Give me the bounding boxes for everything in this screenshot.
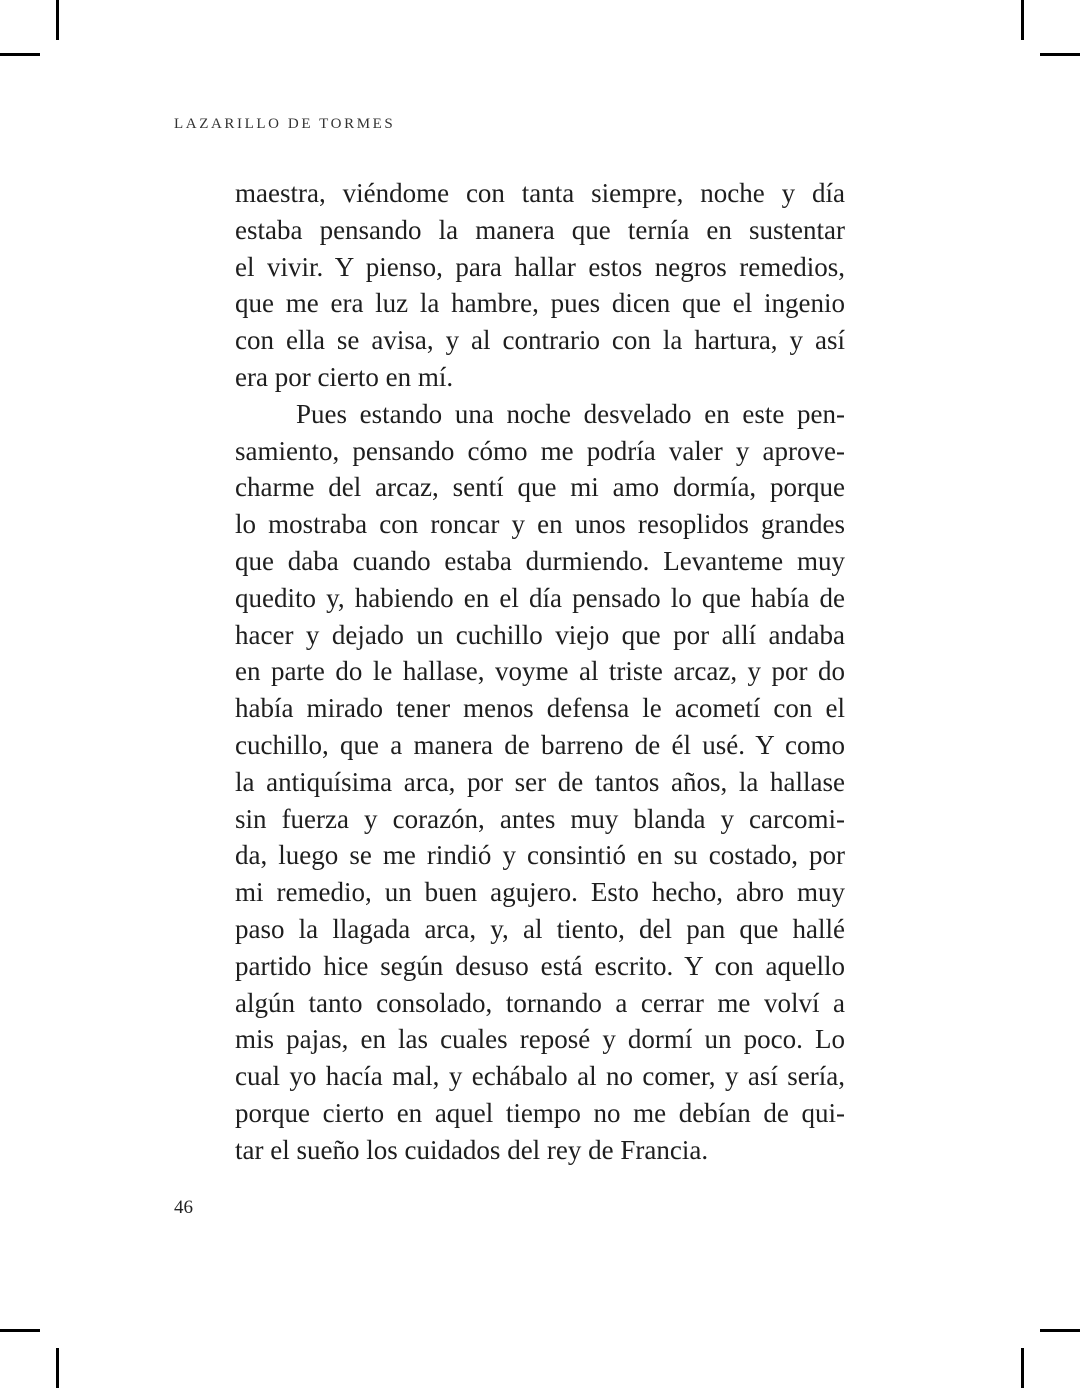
paragraph — [235, 175, 845, 396]
text-line: Pues estando una noche desvelado en este pen- — [296, 398, 845, 429]
text-line: quedito y, habiendo en el día pensado lo que había de — [235, 582, 845, 613]
text-line: estaba pensando la manera que ternía en sustentar — [235, 214, 845, 245]
text-line: maestra, viéndome con tanta siempre, noche y día — [235, 178, 845, 208]
text-line: cual yo hacía mal, y echábalo al no comer, y así sería, — [235, 1061, 845, 1092]
crop-mark-bottom-left-vertical — [56, 1348, 59, 1388]
crop-mark-top-right-vertical — [1021, 0, 1024, 40]
crop-mark-bottom-right-vertical — [1021, 1348, 1024, 1388]
text-line: cuchillo, que a manera de barreno de él usé. Y como — [235, 729, 845, 760]
text-line: había mirado tener menos defensa le acometí con el — [235, 693, 845, 724]
text-line: sin fuerza y corazón, antes muy blanda y carcomi- — [235, 803, 845, 834]
crop-mark-top-left-vertical — [56, 0, 59, 40]
text-line: charme del arcaz, sentí que mi amo dormía, porque — [235, 472, 845, 503]
text-line: paso la llagada arca, y, al tiento, del pan que hallé — [235, 913, 845, 944]
text-line: porque cierto en aquel tiempo no me debían de qui- — [235, 1097, 845, 1128]
text-line: que me era luz la hambre, pues dicen que el ingenio — [235, 288, 845, 319]
text-line: con ella se avisa, y al contrario con la hartura, y así — [235, 325, 845, 356]
paragraph — [235, 396, 845, 1169]
text-line: la antiquísima arca, por ser de tantos años, la hallase — [235, 766, 845, 797]
text-line: da, luego se me rindió y consintió en su costado, por — [235, 840, 845, 871]
text-line: lo mostraba con roncar y en unos resoplidos grandes — [235, 509, 845, 540]
text-line: tar el sueño los cuidados del rey de Francia. — [235, 1134, 709, 1165]
text-line: samiento, pensando cómo me podría valer y aprove- — [235, 435, 845, 466]
text-line: en parte do le hallase, voyme al triste arcaz, y por do — [235, 656, 845, 687]
body-text — [235, 175, 845, 1169]
crop-mark-top-right-horizontal — [1040, 53, 1080, 56]
text-line: partido hice según desuso está escrito. Y con aquello — [235, 950, 845, 981]
text-line: hacer y dejado un cuchillo viejo que por allí andaba — [235, 619, 845, 650]
crop-mark-bottom-right-horizontal — [1040, 1329, 1080, 1332]
crop-mark-top-left-horizontal — [0, 53, 40, 56]
page-number: 46 — [174, 1197, 193, 1218]
text-line: mi remedio, un buen agujero. Esto hecho, abro muy — [235, 877, 845, 908]
crop-mark-bottom-left-horizontal — [0, 1329, 40, 1332]
text-line: algún tanto consolado, tornando a cerrar me volví a — [235, 987, 845, 1018]
text-line: mis pajas, en las cuales reposé y dormí un poco. Lo — [235, 1024, 845, 1055]
running-head: LAZARILLO DE TORMES — [174, 116, 396, 132]
text-line: el vivir. Y pienso, para hallar estos negros remedios, — [235, 251, 845, 282]
text-line: era por cierto en mí. — [235, 361, 454, 392]
text-line: que daba cuando estaba durmiendo. Levanteme muy — [235, 545, 845, 576]
